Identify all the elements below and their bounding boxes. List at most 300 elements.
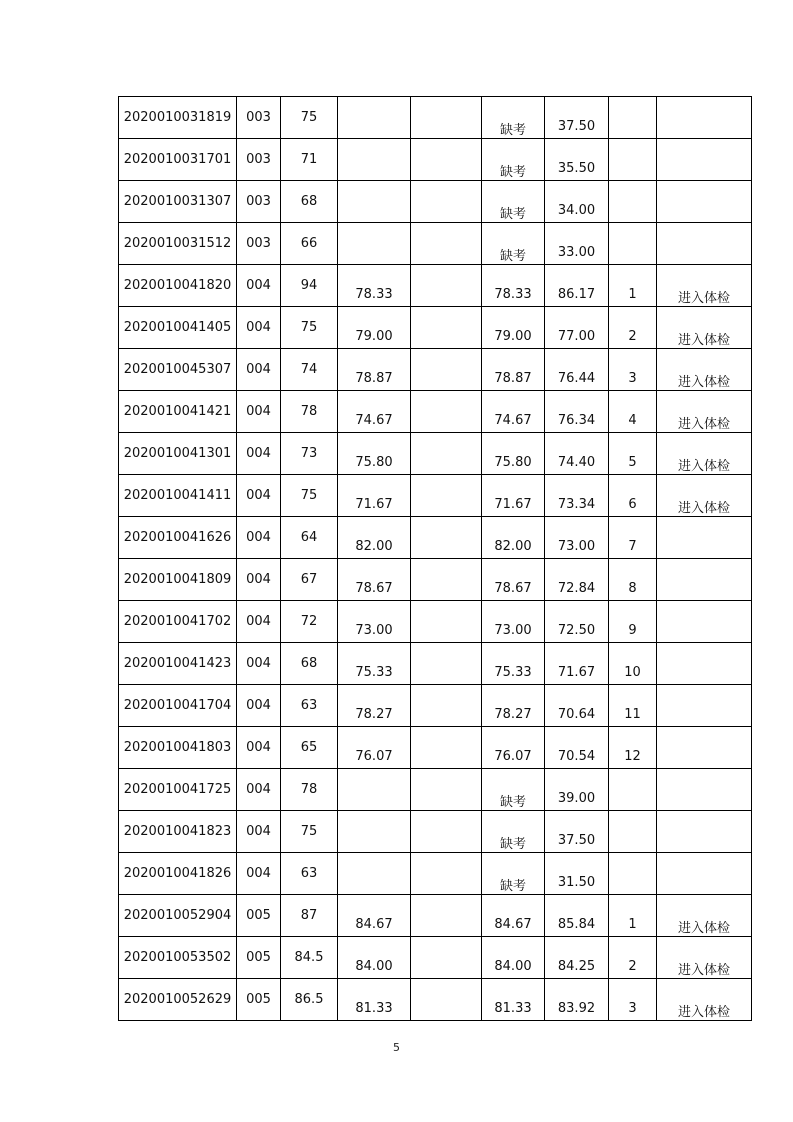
written-score-cell xyxy=(281,223,338,265)
exam-id-cell-text: 2020010041820 xyxy=(123,278,232,293)
written-score-cell xyxy=(281,97,338,139)
written-score-cell-text: 84.5 xyxy=(294,950,324,965)
interview-score-cell-text: 73.00 xyxy=(355,623,393,638)
position-code-cell-text: 004 xyxy=(246,698,271,713)
position-code-cell xyxy=(237,811,281,853)
table-row xyxy=(119,265,752,307)
blank-cell xyxy=(411,265,482,307)
total-score-cell-text: 77.00 xyxy=(557,329,596,344)
exam-id-cell-text: 2020010041421 xyxy=(123,404,232,419)
blank-cell xyxy=(411,433,482,475)
remark-cell xyxy=(657,307,752,349)
total-score-cell-text: 37.50 xyxy=(557,833,596,848)
position-code-cell-text: 004 xyxy=(246,656,271,671)
total-score-cell xyxy=(545,181,609,223)
total-score-cell xyxy=(545,937,609,979)
interview-final-cell-text: 缺考 xyxy=(499,795,526,810)
written-score-cell xyxy=(281,475,338,517)
blank-cell-text xyxy=(411,97,481,119)
interview-score-cell xyxy=(338,391,411,433)
total-score-cell-text: 70.64 xyxy=(557,707,596,722)
written-score-cell-text: 68 xyxy=(300,194,318,209)
position-code-cell xyxy=(237,391,281,433)
written-score-cell xyxy=(281,391,338,433)
position-code-cell-text: 004 xyxy=(246,740,271,755)
interview-final-cell xyxy=(482,601,545,643)
blank-cell-text xyxy=(411,139,481,161)
table-row xyxy=(119,685,752,727)
remark-cell xyxy=(657,769,752,811)
total-score-cell xyxy=(545,643,609,685)
rank-cell xyxy=(609,433,657,475)
remark-cell-text xyxy=(657,181,751,203)
interview-score-cell-text xyxy=(338,811,410,833)
blank-cell-text xyxy=(411,223,481,245)
exam-id-cell-text: 2020010045307 xyxy=(123,362,232,377)
remark-cell-text xyxy=(657,685,751,707)
blank-cell-text xyxy=(411,307,481,329)
interview-score-cell xyxy=(338,181,411,223)
remark-cell-text xyxy=(657,517,751,539)
interview-final-cell-text: 缺考 xyxy=(499,249,526,264)
interview-score-cell-text: 74.67 xyxy=(355,413,393,428)
remark-cell-text: 进入体检 xyxy=(677,501,730,516)
interview-score-cell xyxy=(338,349,411,391)
interview-final-cell xyxy=(482,139,545,181)
total-score-cell xyxy=(545,811,609,853)
interview-final-cell xyxy=(482,475,545,517)
interview-final-cell xyxy=(482,265,545,307)
position-code-cell xyxy=(237,97,281,139)
blank-cell xyxy=(411,853,482,895)
interview-score-cell xyxy=(338,517,411,559)
interview-score-cell-text: 81.33 xyxy=(355,1001,393,1016)
interview-score-cell-text xyxy=(338,139,410,161)
exam-id-cell xyxy=(119,223,237,265)
exam-id-cell xyxy=(119,97,237,139)
written-score-cell-text: 68 xyxy=(300,656,318,671)
blank-cell xyxy=(411,559,482,601)
interview-final-cell-text: 缺考 xyxy=(499,165,526,180)
written-score-cell xyxy=(281,139,338,181)
interview-final-cell xyxy=(482,391,545,433)
interview-score-cell-text: 79.00 xyxy=(355,329,393,344)
total-score-cell-text: 72.50 xyxy=(557,623,596,638)
interview-final-cell-text: 76.07 xyxy=(494,749,532,764)
blank-cell xyxy=(411,307,482,349)
rank-cell xyxy=(609,601,657,643)
interview-final-cell xyxy=(482,937,545,979)
interview-score-cell-text: 71.67 xyxy=(355,497,393,512)
interview-final-cell-text: 82.00 xyxy=(494,539,532,554)
position-code-cell-text: 004 xyxy=(246,278,271,293)
exam-id-cell xyxy=(119,895,237,937)
rank-cell-text xyxy=(609,223,656,245)
total-score-cell xyxy=(545,685,609,727)
interview-score-cell-text xyxy=(338,223,410,245)
written-score-cell xyxy=(281,727,338,769)
interview-final-cell xyxy=(482,979,545,1021)
position-code-cell xyxy=(237,307,281,349)
page-number: 5 xyxy=(393,1041,400,1054)
exam-id-cell xyxy=(119,391,237,433)
blank-cell xyxy=(411,139,482,181)
position-code-cell xyxy=(237,433,281,475)
rank-cell xyxy=(609,895,657,937)
rank-cell xyxy=(609,727,657,769)
total-score-cell xyxy=(545,853,609,895)
interview-final-cell-text: 78.33 xyxy=(494,287,532,302)
position-code-cell-text: 005 xyxy=(246,992,271,1007)
interview-final-cell xyxy=(482,727,545,769)
blank-cell-text xyxy=(411,433,481,455)
rank-cell-text: 4 xyxy=(628,413,637,428)
rank-cell-text: 8 xyxy=(628,581,637,596)
remark-cell-text xyxy=(657,97,751,119)
interview-score-cell-text: 84.67 xyxy=(355,917,393,932)
position-code-cell-text: 004 xyxy=(246,320,271,335)
remark-cell-text: 进入体检 xyxy=(677,459,730,474)
total-score-cell xyxy=(545,391,609,433)
exam-id-cell xyxy=(119,601,237,643)
interview-final-cell-text: 71.67 xyxy=(494,497,532,512)
written-score-cell xyxy=(281,559,338,601)
remark-cell xyxy=(657,559,752,601)
written-score-cell xyxy=(281,307,338,349)
position-code-cell xyxy=(237,139,281,181)
position-code-cell-text: 003 xyxy=(246,110,271,125)
table-row xyxy=(119,517,752,559)
written-score-cell-text: 75 xyxy=(300,488,318,503)
exam-id-cell-text: 2020010041704 xyxy=(123,698,232,713)
interview-final-cell xyxy=(482,769,545,811)
blank-cell xyxy=(411,517,482,559)
total-score-cell xyxy=(545,223,609,265)
remark-cell xyxy=(657,517,752,559)
interview-score-cell-text: 78.33 xyxy=(355,287,393,302)
exam-id-cell xyxy=(119,979,237,1021)
total-score-cell-text: 73.00 xyxy=(557,539,596,554)
exam-id-cell xyxy=(119,265,237,307)
exam-id-cell xyxy=(119,685,237,727)
position-code-cell xyxy=(237,895,281,937)
written-score-cell-text: 87 xyxy=(300,908,318,923)
written-score-cell-text: 75 xyxy=(300,110,318,125)
total-score-cell-text: 70.54 xyxy=(557,749,596,764)
total-score-cell-text: 85.84 xyxy=(557,917,596,932)
interview-final-cell-text: 84.67 xyxy=(494,917,532,932)
rank-cell xyxy=(609,265,657,307)
interview-final-cell xyxy=(482,853,545,895)
interview-score-cell xyxy=(338,433,411,475)
total-score-cell xyxy=(545,349,609,391)
interview-final-cell xyxy=(482,895,545,937)
total-score-cell xyxy=(545,97,609,139)
table-row xyxy=(119,181,752,223)
interview-score-cell-text: 78.27 xyxy=(355,707,393,722)
written-score-cell-text: 86.5 xyxy=(294,992,324,1007)
table-row xyxy=(119,475,752,517)
position-code-cell xyxy=(237,559,281,601)
rank-cell-text: 2 xyxy=(628,959,637,974)
written-score-cell xyxy=(281,349,338,391)
written-score-cell-text: 71 xyxy=(300,152,318,167)
remark-cell-text xyxy=(657,559,751,581)
exam-id-cell-text: 2020010041423 xyxy=(123,656,232,671)
rank-cell-text xyxy=(609,181,656,203)
interview-final-cell xyxy=(482,223,545,265)
interview-score-cell-text xyxy=(338,97,410,119)
remark-cell xyxy=(657,979,752,1021)
exam-id-cell-text: 2020010052629 xyxy=(123,992,232,1007)
position-code-cell xyxy=(237,685,281,727)
blank-cell-text xyxy=(411,349,481,371)
remark-cell xyxy=(657,937,752,979)
interview-score-cell xyxy=(338,643,411,685)
blank-cell-text xyxy=(411,769,481,791)
position-code-cell xyxy=(237,727,281,769)
interview-final-cell xyxy=(482,811,545,853)
remark-cell-text: 进入体检 xyxy=(677,921,730,936)
remark-cell xyxy=(657,97,752,139)
rank-cell-text: 1 xyxy=(628,287,637,302)
remark-cell-text xyxy=(657,769,751,791)
interview-score-cell-text: 82.00 xyxy=(355,539,393,554)
rank-cell xyxy=(609,223,657,265)
total-score-cell xyxy=(545,727,609,769)
exam-id-cell-text: 2020010041411 xyxy=(123,488,232,503)
interview-final-cell xyxy=(482,559,545,601)
rank-cell xyxy=(609,643,657,685)
remark-cell-text: 进入体检 xyxy=(677,1005,730,1020)
remark-cell xyxy=(657,265,752,307)
written-score-cell xyxy=(281,811,338,853)
rank-cell-text: 6 xyxy=(628,497,637,512)
interview-score-cell-text: 75.33 xyxy=(355,665,393,680)
exam-id-cell xyxy=(119,853,237,895)
position-code-cell-text: 004 xyxy=(246,572,271,587)
total-score-cell-text: 76.34 xyxy=(557,413,596,428)
total-score-cell xyxy=(545,601,609,643)
rank-cell-text xyxy=(609,811,656,833)
written-score-cell-text: 74 xyxy=(300,362,318,377)
exam-id-cell-text: 2020010052904 xyxy=(123,908,232,923)
interview-final-cell-text: 79.00 xyxy=(494,329,532,344)
table-body xyxy=(119,97,752,1021)
written-score-cell xyxy=(281,181,338,223)
written-score-cell-text: 73 xyxy=(300,446,318,461)
remark-cell xyxy=(657,643,752,685)
interview-final-cell-text: 73.00 xyxy=(494,623,532,638)
interview-final-cell-text: 81.33 xyxy=(494,1001,532,1016)
table-row xyxy=(119,979,752,1021)
interview-score-cell xyxy=(338,223,411,265)
blank-cell-text xyxy=(411,181,481,203)
position-code-cell xyxy=(237,853,281,895)
blank-cell xyxy=(411,475,482,517)
written-score-cell-text: 67 xyxy=(300,572,318,587)
table-row xyxy=(119,769,752,811)
rank-cell xyxy=(609,307,657,349)
written-score-cell xyxy=(281,643,338,685)
position-code-cell-text: 004 xyxy=(246,824,271,839)
exam-id-cell-text: 2020010041803 xyxy=(123,740,232,755)
exam-id-cell-text: 2020010041405 xyxy=(123,320,232,335)
exam-id-cell-text: 2020010041809 xyxy=(123,572,232,587)
rank-cell-text: 1 xyxy=(628,917,637,932)
rank-cell xyxy=(609,853,657,895)
total-score-cell xyxy=(545,979,609,1021)
remark-cell xyxy=(657,349,752,391)
table-row xyxy=(119,895,752,937)
written-score-cell xyxy=(281,853,338,895)
remark-cell xyxy=(657,181,752,223)
exam-id-cell xyxy=(119,475,237,517)
remark-cell xyxy=(657,391,752,433)
total-score-cell-text: 33.00 xyxy=(557,245,596,260)
exam-id-cell-text: 2020010031701 xyxy=(123,152,232,167)
interview-score-cell xyxy=(338,97,411,139)
exam-id-cell-text: 2020010031819 xyxy=(123,110,232,125)
interview-score-cell xyxy=(338,139,411,181)
interview-score-cell xyxy=(338,601,411,643)
written-score-cell-text: 75 xyxy=(300,320,318,335)
remark-cell-text: 进入体检 xyxy=(677,333,730,348)
position-code-cell xyxy=(237,979,281,1021)
table-row xyxy=(119,853,752,895)
blank-cell xyxy=(411,223,482,265)
blank-cell-text xyxy=(411,601,481,623)
rank-cell-text: 12 xyxy=(624,749,641,764)
exam-id-cell xyxy=(119,517,237,559)
total-score-cell-text: 74.40 xyxy=(557,455,596,470)
interview-final-cell xyxy=(482,349,545,391)
rank-cell-text: 9 xyxy=(628,623,637,638)
exam-id-cell xyxy=(119,559,237,601)
interview-score-cell-text xyxy=(338,181,410,203)
rank-cell xyxy=(609,769,657,811)
exam-id-cell xyxy=(119,433,237,475)
interview-final-cell-text: 缺考 xyxy=(499,879,526,894)
exam-id-cell-text: 2020010041823 xyxy=(123,824,232,839)
total-score-cell-text: 37.50 xyxy=(557,119,596,134)
rank-cell xyxy=(609,97,657,139)
total-score-cell-text: 39.00 xyxy=(557,791,596,806)
interview-final-cell-text: 74.67 xyxy=(494,413,532,428)
blank-cell xyxy=(411,769,482,811)
blank-cell xyxy=(411,349,482,391)
rank-cell-text: 2 xyxy=(628,329,637,344)
blank-cell-text xyxy=(411,265,481,287)
position-code-cell xyxy=(237,349,281,391)
rank-cell-text: 5 xyxy=(628,455,637,470)
exam-id-cell xyxy=(119,307,237,349)
exam-id-cell-text: 2020010041826 xyxy=(123,866,232,881)
blank-cell xyxy=(411,811,482,853)
total-score-cell-text: 73.34 xyxy=(557,497,596,512)
remark-cell-text: 进入体检 xyxy=(677,375,730,390)
total-score-cell xyxy=(545,517,609,559)
total-score-cell-text: 83.92 xyxy=(557,1001,596,1016)
written-score-cell xyxy=(281,265,338,307)
remark-cell-text xyxy=(657,811,751,833)
exam-id-cell-text: 2020010041301 xyxy=(123,446,232,461)
interview-final-cell-text: 75.33 xyxy=(494,665,532,680)
position-code-cell-text: 004 xyxy=(246,530,271,545)
blank-cell-text xyxy=(411,937,481,959)
position-code-cell xyxy=(237,517,281,559)
interview-score-cell xyxy=(338,265,411,307)
remark-cell xyxy=(657,853,752,895)
remark-cell-text xyxy=(657,223,751,245)
interview-score-cell-text: 78.67 xyxy=(355,581,393,596)
rank-cell xyxy=(609,937,657,979)
table-row xyxy=(119,643,752,685)
interview-score-cell xyxy=(338,559,411,601)
interview-final-cell-text: 缺考 xyxy=(499,123,526,138)
remark-cell-text xyxy=(657,139,751,161)
interview-score-cell-text xyxy=(338,853,410,875)
total-score-cell xyxy=(545,769,609,811)
interview-score-cell-text xyxy=(338,769,410,791)
blank-cell xyxy=(411,937,482,979)
interview-final-cell-text: 84.00 xyxy=(494,959,532,974)
rank-cell-text: 3 xyxy=(628,371,637,386)
blank-cell-text xyxy=(411,853,481,875)
written-score-cell-text: 72 xyxy=(300,614,318,629)
interview-score-cell-text: 84.00 xyxy=(355,959,393,974)
position-code-cell xyxy=(237,223,281,265)
table-row xyxy=(119,139,752,181)
rank-cell-text: 7 xyxy=(628,539,637,554)
remark-cell-text xyxy=(657,727,751,749)
written-score-cell-text: 65 xyxy=(300,740,318,755)
interview-score-cell xyxy=(338,307,411,349)
rank-cell-text: 10 xyxy=(624,665,641,680)
interview-score-cell xyxy=(338,895,411,937)
position-code-cell-text: 004 xyxy=(246,782,271,797)
blank-cell-text xyxy=(411,391,481,413)
interview-final-cell-text: 缺考 xyxy=(499,837,526,852)
remark-cell xyxy=(657,601,752,643)
table-row xyxy=(119,223,752,265)
rank-cell xyxy=(609,181,657,223)
blank-cell-text xyxy=(411,559,481,581)
exam-id-cell-text: 2020010041725 xyxy=(123,782,232,797)
blank-cell xyxy=(411,181,482,223)
interview-score-cell xyxy=(338,937,411,979)
interview-final-cell xyxy=(482,685,545,727)
blank-cell-text xyxy=(411,643,481,665)
remark-cell xyxy=(657,895,752,937)
total-score-cell xyxy=(545,265,609,307)
blank-cell-text xyxy=(411,811,481,833)
rank-cell xyxy=(609,349,657,391)
table-row xyxy=(119,601,752,643)
written-score-cell-text: 66 xyxy=(300,236,318,251)
total-score-cell-text: 86.17 xyxy=(557,287,596,302)
blank-cell xyxy=(411,97,482,139)
written-score-cell xyxy=(281,685,338,727)
interview-final-cell-text: 缺考 xyxy=(499,207,526,222)
exam-id-cell xyxy=(119,769,237,811)
written-score-cell xyxy=(281,433,338,475)
written-score-cell-text: 75 xyxy=(300,824,318,839)
exam-id-cell xyxy=(119,139,237,181)
position-code-cell-text: 003 xyxy=(246,194,271,209)
remark-cell-text: 进入体检 xyxy=(677,963,730,978)
exam-id-cell-text: 2020010031307 xyxy=(123,194,232,209)
